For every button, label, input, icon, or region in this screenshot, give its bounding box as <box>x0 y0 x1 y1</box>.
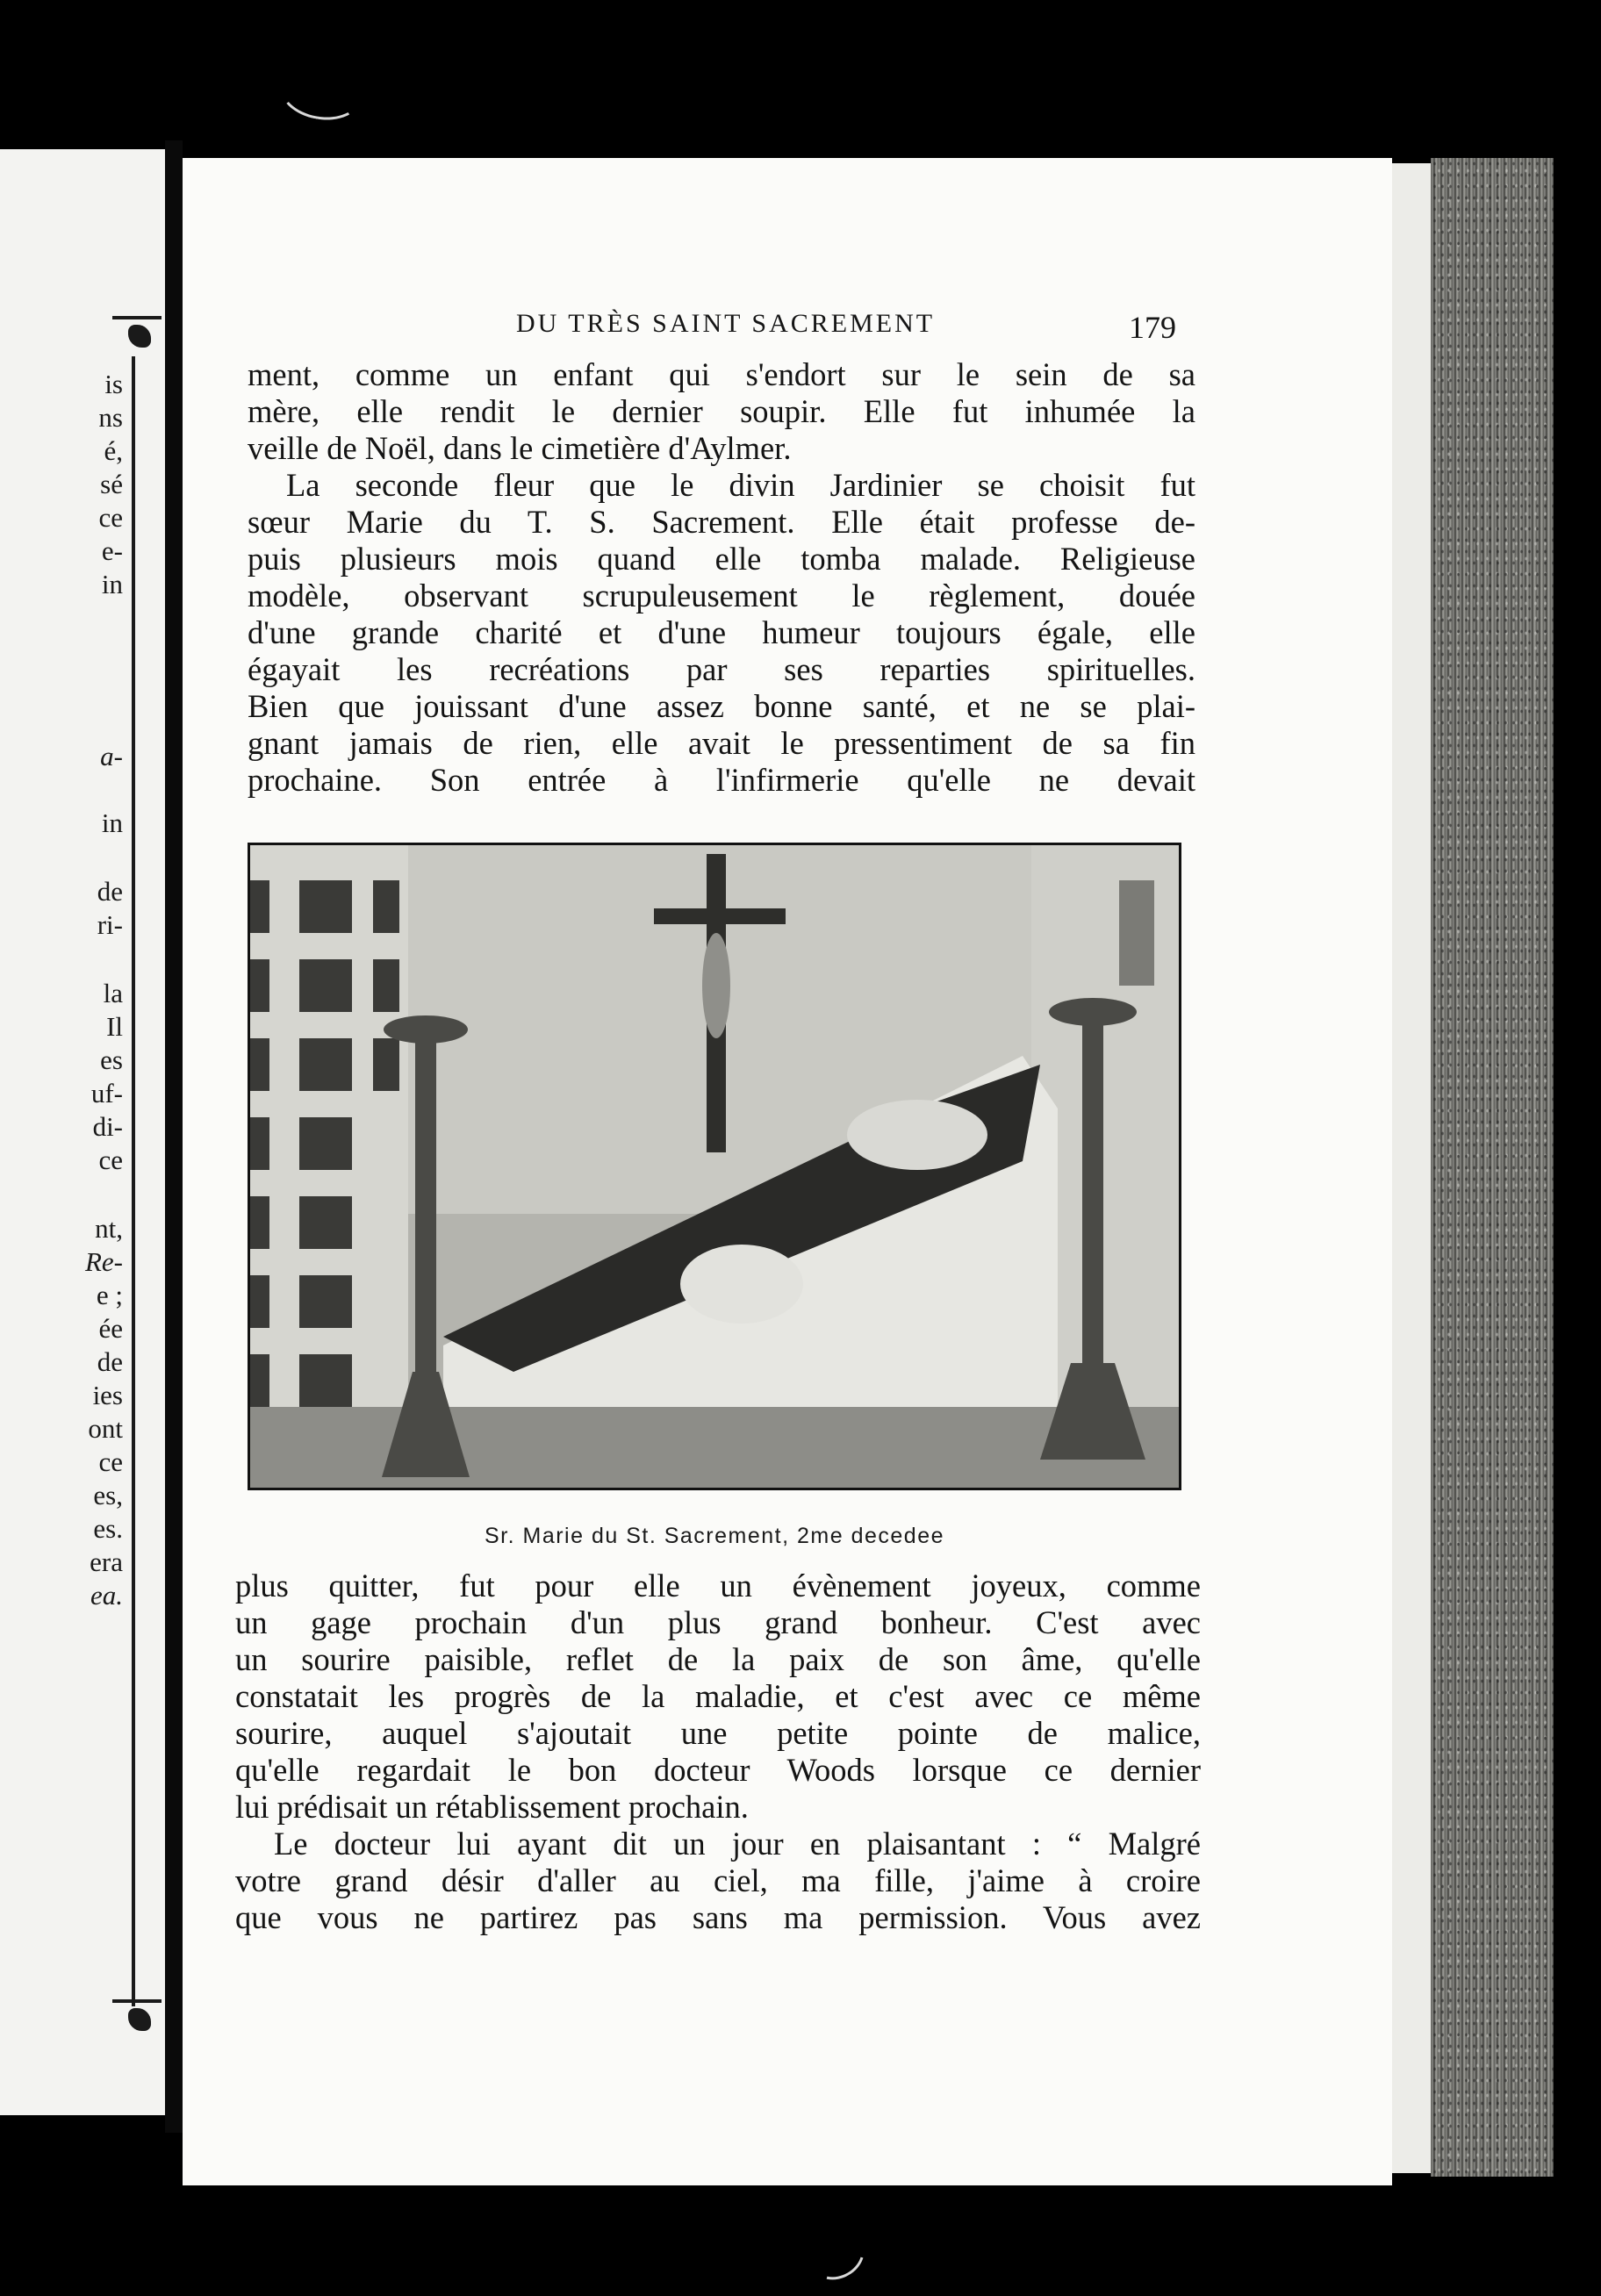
leaf-ornament-icon <box>128 325 151 348</box>
face <box>847 1100 987 1170</box>
text-line: sœur Marie du T. S. Sacrement. Elle était professe de- <box>248 504 1195 540</box>
text-line: d'une grande charité et d'une humeur toujours égale, elle <box>248 614 1195 650</box>
left-fragment: ce <box>98 1446 123 1477</box>
text-line: La seconde fleur que le divin Jardinier se choisit fut <box>286 467 1195 503</box>
left-fragment: ns <box>98 402 123 433</box>
left-fragment: e- <box>101 535 123 566</box>
running-head: DU TRÈS SAINT SACREMENT <box>516 309 936 338</box>
left-fragment: ée <box>98 1313 123 1344</box>
text-line: que vous ne partirez pas sans ma permission. Vous avez <box>235 1899 1201 1935</box>
left-fragment: a- <box>100 741 123 771</box>
left-fragment: ies <box>92 1380 123 1410</box>
corner-ornament-top <box>112 316 162 369</box>
text-line: gnant jamais de rien, elle avait le pressentiment de sa fin <box>248 725 1195 761</box>
page-block-edge <box>1431 158 1554 2177</box>
photo-caption: Sr. Marie du St. Sacrement, 2me decedee <box>484 1524 944 1548</box>
page-number: 179 <box>1129 310 1176 345</box>
left-fragment: ea. <box>90 1580 123 1611</box>
text-line: votre grand désir d'aller au ciel, ma fille, j'aime à croire <box>235 1862 1201 1898</box>
text-line: mère, elle rendit le dernier soupir. Elle fut inhumée la <box>248 393 1195 429</box>
left-fragment: es. <box>93 1513 123 1544</box>
page-edge <box>1392 163 1431 2173</box>
left-fragment: es <box>100 1044 123 1075</box>
lower-paragraphs <box>235 1568 1201 1936</box>
text-line: un gage prochain d'un plus grand bonheur. C'est avec <box>235 1604 1201 1640</box>
left-fragment: es, <box>93 1480 123 1510</box>
text-line: constatait les progrès de la maladie, et c'est avec ce même <box>235 1678 1201 1714</box>
left-fragment: de <box>97 876 123 907</box>
photograph-sister-on-bier <box>248 843 1181 1490</box>
left-fragment: ce <box>98 1144 123 1175</box>
left-fragment: ont <box>88 1413 123 1444</box>
text-line: plus quitter, fut pour elle un évènement joyeux, comme <box>235 1568 1201 1604</box>
left-fragment: ri- <box>97 909 123 940</box>
left-fragment: e ; <box>96 1280 123 1310</box>
hands-flowers <box>680 1245 803 1324</box>
left-fragment: ce <box>98 502 123 533</box>
text-line: ment, comme un enfant qui s'endort sur le sein de sa <box>248 356 1195 392</box>
photo-right-frame <box>1119 880 1154 986</box>
upper-paragraphs <box>248 356 1195 799</box>
lattice-screen <box>250 845 408 1488</box>
scan-mark <box>799 2218 873 2289</box>
corner-ornament-bottom <box>112 1999 162 2052</box>
text-line: puis plusieurs mois quand elle tomba malade. Religieuse <box>248 541 1195 577</box>
left-page <box>0 149 165 2115</box>
text-line: Le docteur lui ayant dit un jour en plaisantant : “ Malgré <box>274 1826 1201 1862</box>
left-fragment: in <box>101 807 123 838</box>
text-line: sourire, auquel s'ajoutait une petite pointe de malice, <box>235 1715 1201 1751</box>
left-fragment: sé <box>100 469 123 499</box>
text-line: prochaine. Son entrée à l'infirmerie qu'elle ne devait <box>248 762 1195 798</box>
left-fragment: era <box>90 1546 123 1577</box>
text-line: Bien que jouissant d'une assez bonne santé, et ne se plai- <box>248 688 1195 724</box>
text-line: un sourire paisible, reflet de la paix de son âme, qu'elle <box>235 1641 1201 1677</box>
text-line: modèle, observant scrupuleusement le règlement, douée <box>248 578 1195 613</box>
text-line: égayait les recréations par ses reparties spirituelles. <box>248 651 1195 687</box>
left-fragment: é, <box>104 435 123 466</box>
text-line: veille de Noël, dans le cimetière d'Aylmer. <box>248 430 792 466</box>
left-fragment: in <box>101 569 123 599</box>
left-fragment: Re- <box>84 1246 123 1277</box>
text-line: qu'elle regardait le bon docteur Woods lorsque ce dernier <box>235 1752 1201 1788</box>
left-fragment: nt, <box>95 1213 123 1244</box>
left-fragment: la <box>103 978 123 1008</box>
left-fragment: is <box>104 369 123 399</box>
book-gutter <box>165 140 183 2133</box>
left-page-border-rule <box>132 356 135 2006</box>
left-fragment: de <box>97 1346 123 1377</box>
left-fragment: uf- <box>90 1078 123 1109</box>
left-fragment: di- <box>92 1111 123 1142</box>
left-fragment: Il <box>106 1011 123 1042</box>
scan-mark <box>275 54 368 126</box>
edge-speckle <box>1431 158 1554 2177</box>
book-page <box>183 158 1392 2185</box>
text-line: lui prédisait un rétablissement prochain. <box>235 1789 749 1825</box>
leaf-ornament-icon <box>128 2008 151 2031</box>
photograph-illustration <box>250 845 1179 1488</box>
